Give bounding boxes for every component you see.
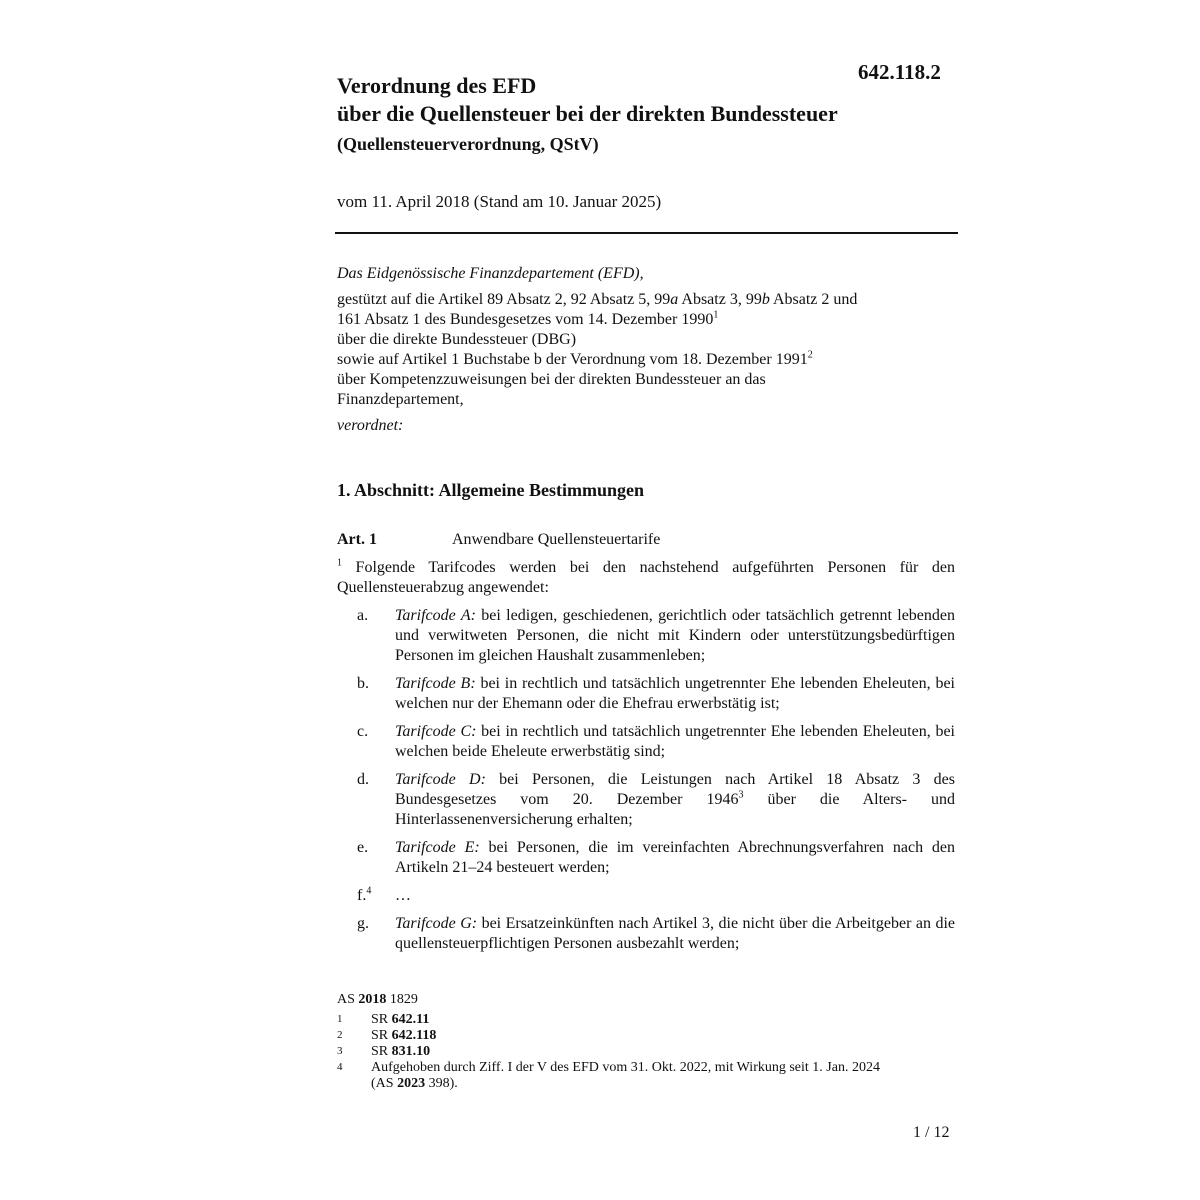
list-item (337, 838, 955, 878)
footnote (337, 1012, 897, 1028)
sr-number: 642.118.2 (858, 60, 941, 84)
footnotes (337, 992, 897, 1092)
list-item (337, 606, 955, 666)
preamble (337, 264, 962, 436)
basis-line-6: Finanzdepartement, (337, 391, 464, 408)
list-item (337, 886, 955, 906)
verordnet: verordnet: (337, 417, 404, 434)
list-item (337, 914, 955, 954)
footnote-number: 2 (337, 1029, 343, 1041)
list-letter: b. (357, 675, 369, 692)
list-text: … (395, 887, 411, 904)
list-item (337, 674, 955, 714)
footnote-ref-1[interactable]: 1 (713, 309, 719, 321)
footnote-text: SR 642.11 (371, 1012, 430, 1027)
list-text: Tarifcode E: bei Personen, die im vereinfachten Abrechnungsverfahren nach den Artikeln 21–24 besteuert werden; (395, 839, 956, 876)
date-line: vom 11. April 2018 (Stand am 10. Januar 2025) (337, 192, 662, 211)
list-letter: g. (357, 915, 369, 932)
footnote-ref-3[interactable]: 3 (738, 789, 744, 801)
footnote (337, 1060, 897, 1092)
footnote-number: 4 (337, 1061, 343, 1073)
footnote-number: 3 (337, 1045, 343, 1057)
footnote-ref-4[interactable]: 4 (366, 885, 372, 897)
tarifcode-list (337, 606, 955, 954)
list-letter: a. (357, 607, 369, 624)
as-reference: AS 2018 1829 (337, 992, 418, 1007)
footnote (337, 1028, 897, 1044)
basis-line-5: über Kompetenzzuweisungen bei der direkten Bundessteuer an das (337, 371, 766, 388)
title-line-1: Verordnung des EFD (337, 73, 537, 98)
footnote-number: 1 (337, 1013, 343, 1025)
short-title: (Quellensteuerverordnung, QStV) (337, 134, 599, 154)
title-block (337, 72, 977, 156)
list-letter: e. (357, 839, 369, 856)
basis-line-4: sowie auf Artikel 1 Buchstabe b der Verordnung vom 18. Dezember 1991$^2$ (337, 349, 813, 368)
list-letter: c. (357, 723, 369, 740)
title-line-2: über die Quellensteuer bei der direkten Bundessteuer (337, 101, 838, 126)
list-letter: d. (357, 771, 369, 788)
list-text: Tarifcode A: bei ledigen, geschiedenen, gerichtlich oder tatsächlich getrennt lebenden und verwitweten Personen, die nicht mit Kindern oder unterstützungsbedürftigen Personen im gleichen Haushalt zusammenleben; (395, 607, 956, 664)
basis-line-1: gestützt auf die Artikel 89 Absatz 2, 92 Absatz 5, 99a Absatz 3, 99b Absatz 2 und (337, 291, 858, 308)
paragraph-number: 1 (337, 557, 342, 569)
section-heading: 1. Abschnitt: Allgemeine Bestimmungen (337, 480, 645, 500)
article-label: Art. 1 (337, 531, 377, 548)
list-text: Tarifcode D: bei Personen, die Leistungen nach Artikel 18 Absatz 3 des Bundesgesetzes vom 20. Dezember 1946$^3$ über die Alters- und Hinterlassenenversicherung erhalten; (395, 771, 955, 828)
article-heading (337, 531, 660, 549)
paragraph-1: $^1$ Folgende Tarifcodes werden bei den nachstehend aufgeführten Personen für den Quellensteuerabzug angewendet: (337, 557, 955, 596)
list-text: Tarifcode B: bei in rechtlich und tatsächlich ungetrennter Ehe lebenden Eheleuten, bei welchen nur der Ehemann oder die Ehefrau erwerbstätig ist; (395, 675, 955, 712)
issuer: Das Eidgenössische Finanzdepartement (EFD), (337, 265, 644, 282)
article-body (337, 558, 955, 962)
list-text: Tarifcode G: bei Ersatzeinkünften nach Artikel 3, die nicht über die Arbeitgeber an die quellensteuerpflichtigen Personen ausbezahlt werden; (395, 915, 955, 952)
basis-line-2: 161 Absatz 1 des Bundesgesetzes vom 14. Dezember 1990$^1$ (337, 309, 719, 328)
basis-line-3: über die direkte Bundessteuer (DBG) (337, 331, 577, 348)
legal-basis (337, 290, 962, 410)
list-item (337, 722, 955, 762)
footnote-text: SR 642.118 (371, 1028, 437, 1043)
list-text: Tarifcode C: bei in rechtlich und tatsächlich ungetrennter Ehe lebenden Eheleuten, bei welchen beide Eheleute erwerbstätig sind; (395, 723, 955, 760)
footnote-text: SR 831.10 (371, 1044, 431, 1059)
title-rule (335, 232, 958, 234)
list-letter: f.$^4$ (357, 885, 372, 904)
page-number: 1 / 12 (913, 1124, 950, 1141)
footnote-ref-2[interactable]: 2 (807, 349, 813, 361)
footnote (337, 1044, 897, 1060)
list-item (337, 770, 955, 830)
footnote-text: Aufgehoben durch Ziff. I der V des EFD vom 31. Okt. 2022, mit Wirkung seit 1. Jan. 2024 (AS 2023 398). (371, 1060, 880, 1091)
article-title: Anwendbare Quellensteuertarife (452, 531, 661, 548)
